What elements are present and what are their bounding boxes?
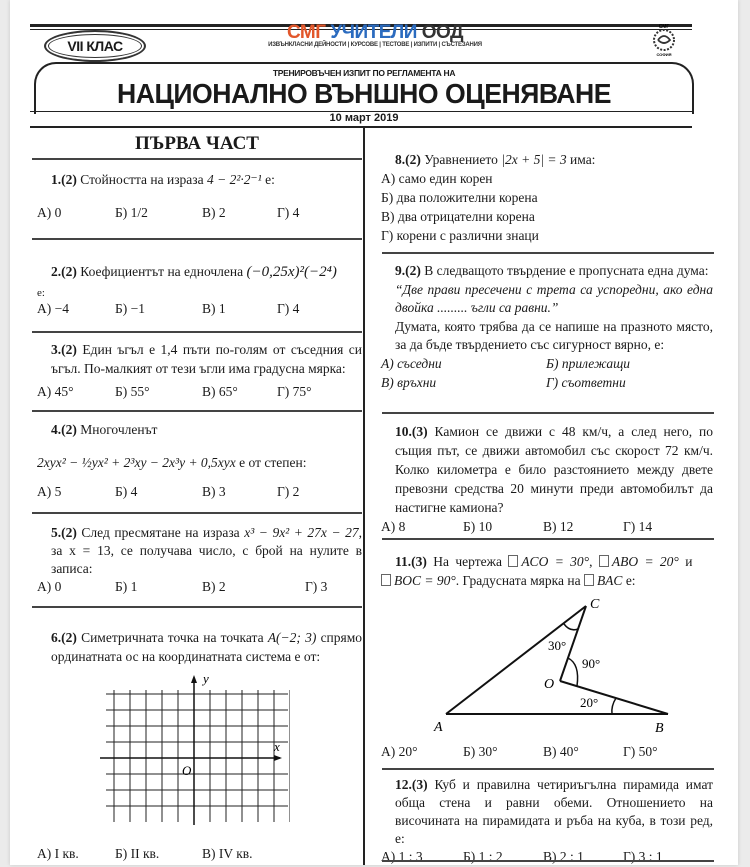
y-axis-arrow-icon bbox=[191, 675, 197, 683]
question-text: Уравнението bbox=[424, 152, 498, 167]
question-10 bbox=[381, 422, 713, 536]
question-text: Куб и правилна четириъгълна пирамида имат обща стена и равни обеми. Отношението на височината на пирамидата и ръба на куба, в този ред, е: bbox=[395, 777, 714, 846]
answer-options bbox=[381, 742, 713, 761]
option-c[interactable]: В) 40° bbox=[543, 744, 579, 759]
answer-options bbox=[37, 578, 362, 597]
svg-text:СМГ: СМГ bbox=[658, 24, 670, 30]
option-b[interactable]: Б) −1 bbox=[115, 301, 145, 316]
question-number: 10.(3) bbox=[395, 424, 428, 439]
question-text: Камион се движи с 48 км/ч, а след него, по същия път, се движи автомобил със скорост 72 км/ч. Колко километра е било разстоянието между двете превозни средства 20 минути преди автомобилът да настигне камиона? bbox=[395, 424, 713, 515]
angle-arc-o bbox=[568, 658, 578, 686]
banner-subtitle: ТРЕНИРОВЪЧЕН ИЗПИТ ПО РЕГЛАМЕНТА НА bbox=[272, 68, 456, 78]
option-c[interactable]: В) 12 bbox=[543, 519, 574, 534]
option-d[interactable]: Г) 4 bbox=[277, 301, 300, 316]
option-d[interactable]: Г) 2 bbox=[277, 484, 300, 499]
question-5 bbox=[37, 524, 362, 597]
banner-title: НАЦИОНАЛНО ВЪНШНО ОЦЕНЯВАНЕ bbox=[116, 78, 612, 109]
question-4 bbox=[37, 420, 362, 501]
question-9 bbox=[381, 262, 713, 393]
exam-banner bbox=[34, 62, 694, 114]
point-c-label: C bbox=[590, 597, 600, 612]
question-2 bbox=[37, 262, 362, 318]
exam-date: 10 март 2019 bbox=[329, 112, 399, 124]
option-a[interactable]: А) −4 bbox=[37, 301, 69, 316]
answer-options bbox=[381, 848, 713, 867]
origin-label: O bbox=[182, 763, 192, 778]
question-number: 12.(3) bbox=[395, 777, 428, 792]
question-number: 1.(2) bbox=[51, 172, 77, 187]
smg-emblem-icon bbox=[645, 20, 683, 58]
option-c[interactable]: В) IV кв. bbox=[202, 846, 253, 861]
date-rule bbox=[30, 126, 692, 128]
answer-options bbox=[381, 374, 713, 393]
answer-options bbox=[37, 482, 362, 501]
question-number: 2.(2) bbox=[51, 264, 77, 279]
option-c[interactable]: В) 2 bbox=[202, 579, 226, 594]
question-expression: x³ − 9x² + 27x − 27 bbox=[244, 525, 359, 540]
question-separator bbox=[382, 768, 714, 770]
question-text: Стойността на израза bbox=[80, 172, 204, 187]
question-number: 4.(2) bbox=[51, 422, 77, 437]
option-c[interactable]: В) 3 bbox=[202, 484, 226, 499]
question-6 bbox=[37, 628, 362, 666]
question-text: Коефициентът на едночлена bbox=[80, 264, 244, 279]
question-separator bbox=[32, 238, 362, 240]
angle-bac: BAC bbox=[596, 573, 623, 588]
angle-symbol-icon bbox=[508, 555, 518, 567]
triangle-diagram bbox=[410, 596, 680, 736]
option-b[interactable]: Б) 1/2 bbox=[115, 205, 148, 220]
angle-abo: ABO = 20° bbox=[611, 554, 679, 569]
question-separator bbox=[32, 606, 362, 608]
question-text: Симетричната точка на точката bbox=[81, 630, 264, 645]
option-a[interactable]: А) 8 bbox=[381, 519, 406, 534]
class-badge: VII КЛАС bbox=[44, 30, 146, 62]
option-d[interactable]: Г) 14 bbox=[623, 519, 653, 534]
option-b[interactable]: Б) 4 bbox=[115, 484, 138, 499]
question-separator bbox=[32, 331, 362, 333]
coordinate-grid bbox=[100, 670, 290, 830]
question-quote: “Две прави пресечени с трета са успоредни, ако една двойка ......... ъгли са равни.” bbox=[395, 281, 713, 315]
angle-b-label: 20° bbox=[580, 695, 599, 710]
point-a-label: A bbox=[434, 720, 443, 735]
option-a[interactable]: А) 0 bbox=[37, 579, 62, 594]
option-c[interactable]: В) 2 bbox=[202, 205, 226, 220]
answer-options bbox=[381, 355, 713, 374]
answer-options bbox=[37, 844, 362, 863]
question-text: . Градусната мярка на bbox=[455, 573, 581, 588]
question-6-options bbox=[37, 844, 362, 863]
answer-options bbox=[37, 203, 362, 222]
question-text-tail: има: bbox=[570, 152, 596, 167]
question-separator bbox=[32, 512, 362, 514]
question-text: В следващото твърдение е пропусната една дума: bbox=[424, 263, 709, 278]
answer-options bbox=[381, 517, 713, 536]
angle-aco: ACO = 30° bbox=[521, 554, 590, 569]
option-c[interactable]: В) връхни bbox=[381, 374, 437, 390]
option-a[interactable]: А) 5 bbox=[37, 484, 62, 499]
question-number: 6.(2) bbox=[51, 630, 77, 645]
question-number: 9.(2) bbox=[395, 263, 421, 278]
option-b[interactable]: Б) прилежащи bbox=[546, 355, 631, 371]
question-8 bbox=[381, 150, 713, 245]
question-11-options bbox=[381, 742, 713, 761]
question-expression: 4 − 2²·2⁻¹ bbox=[207, 172, 262, 187]
angle-symbol-icon bbox=[584, 574, 594, 586]
option-d[interactable]: Г) 3 : 1 bbox=[623, 849, 663, 864]
question-separator bbox=[382, 860, 714, 862]
svg-text:СОФИЯ: СОФИЯ bbox=[656, 52, 672, 57]
question-text: След пресмятане на израза bbox=[81, 525, 240, 540]
option-b[interactable]: Б) 1 : 2 bbox=[463, 849, 503, 864]
question-text-tail: , за x = 13, се получава число, с брой на нулите в записа: bbox=[51, 525, 363, 576]
question-prompt: Думата, която трябва да се напише на празното място, за да бъде твърдението със сигурност вярно, е: bbox=[395, 318, 713, 352]
option-d[interactable]: Г) 50° bbox=[623, 744, 658, 759]
question-expression: 2xyx² − ½yx² + 2³xy − 2x³y + 0,5xyx bbox=[37, 455, 236, 470]
option-d[interactable]: Г) 4 bbox=[277, 205, 300, 220]
x-axis-label: x bbox=[274, 739, 280, 754]
option-c[interactable]: В) два отрицателни корена bbox=[381, 209, 535, 224]
angle-c-label: 30° bbox=[548, 638, 567, 653]
option-a[interactable]: А) 0 bbox=[37, 205, 62, 220]
angle-o-label: 90° bbox=[582, 656, 601, 671]
question-expression: A(−2; 3) bbox=[267, 630, 317, 645]
option-c[interactable]: В) 1 bbox=[202, 301, 226, 316]
question-number: 3.(2) bbox=[51, 342, 77, 357]
option-a[interactable]: А) 20° bbox=[381, 744, 418, 759]
segment-ac bbox=[446, 606, 586, 714]
angle-boc: BOC = 90° bbox=[394, 573, 456, 588]
brand-uchiteli: УЧИТЕЛИ bbox=[330, 22, 417, 43]
question-separator bbox=[382, 412, 714, 414]
question-text: Един ъгъл е 1,4 пъти по-голям от съседния си ъгъл. По-малкият от тези ъгли има градусна мярка: bbox=[51, 342, 363, 376]
question-expression: |2x + 5| = 3 bbox=[501, 152, 567, 167]
question-text: Многочленът bbox=[80, 422, 158, 437]
question-text-tail: е: bbox=[625, 573, 636, 588]
question-text: и bbox=[685, 554, 693, 569]
section-rule bbox=[32, 158, 362, 160]
option-a[interactable]: А) само един корен bbox=[381, 171, 493, 186]
question-text-tail: е: bbox=[265, 172, 275, 187]
option-d[interactable]: Г) корени с различни знаци bbox=[381, 228, 539, 243]
question-11: 11.(3) На чертежа ACO = 30°, ABO = 20° и BOC = 90°. Градусната мярка на BAC е: bbox=[381, 552, 713, 590]
option-b[interactable]: Б) II кв. bbox=[115, 846, 160, 861]
option-b[interactable]: Б) два положителни корена bbox=[381, 190, 538, 205]
question-separator bbox=[32, 410, 362, 412]
brand-ood: ООД bbox=[421, 22, 464, 43]
x-axis-arrow-icon bbox=[274, 755, 282, 761]
option-b[interactable]: Б) 1 bbox=[115, 579, 138, 594]
question-3 bbox=[37, 340, 362, 401]
question-number: 5.(2) bbox=[51, 525, 77, 540]
option-a[interactable]: А) 45° bbox=[37, 384, 74, 399]
question-text: На чертежа bbox=[433, 554, 502, 569]
option-d[interactable]: Г) 3 bbox=[305, 579, 328, 594]
angle-arc-c bbox=[564, 624, 578, 630]
question-1 bbox=[37, 170, 362, 222]
point-b-label: B bbox=[655, 721, 664, 736]
option-a[interactable]: А) съседни bbox=[381, 355, 442, 371]
option-c[interactable]: В) 2 : 1 bbox=[543, 849, 584, 864]
option-b[interactable]: Б) 55° bbox=[115, 384, 150, 399]
section-title: ПЪРВА ЧАСТ bbox=[135, 133, 259, 154]
answer-options bbox=[37, 382, 362, 401]
option-d[interactable]: Г) 75° bbox=[277, 384, 312, 399]
angle-symbol-icon bbox=[599, 555, 609, 567]
question-text-tail: е от степен: bbox=[239, 455, 307, 470]
option-b[interactable]: Б) 10 bbox=[463, 519, 493, 534]
question-separator bbox=[382, 252, 714, 254]
brand-smg: СМГ bbox=[286, 22, 326, 43]
question-expression: (−0,25x)²(−2⁴) bbox=[246, 264, 337, 280]
y-axis-label: y bbox=[203, 671, 209, 686]
point-o-label: O bbox=[544, 677, 555, 692]
option-d[interactable]: Г) съответни bbox=[546, 374, 626, 390]
question-number: 8.(2) bbox=[395, 152, 421, 167]
option-b[interactable]: Б) 30° bbox=[463, 744, 498, 759]
option-a[interactable]: А) 1 : 3 bbox=[381, 849, 423, 864]
segment-ob bbox=[560, 681, 668, 714]
question-separator bbox=[382, 538, 714, 540]
brand-tagline: ИЗВЪНКЛАСНИ ДЕЙНОСТИ | КУРСОВЕ | ТЕСТОВЕ | ИЗПИТИ | СЪСТЕЗАНИЯ bbox=[268, 42, 482, 48]
question-number: 11.(3) bbox=[395, 554, 427, 569]
question-text-tail: е: bbox=[37, 287, 45, 299]
angle-symbol-icon bbox=[381, 574, 391, 586]
answer-options bbox=[37, 299, 362, 318]
option-c[interactable]: В) 65° bbox=[202, 384, 238, 399]
column-divider bbox=[363, 126, 365, 865]
angle-arc-b bbox=[612, 698, 616, 714]
question-text-tail: спрямо ординатната ос на координатната система е от: bbox=[51, 630, 363, 664]
brand-logo bbox=[240, 22, 510, 48]
question-12 bbox=[381, 776, 713, 867]
option-a[interactable]: А) I кв. bbox=[37, 846, 79, 861]
